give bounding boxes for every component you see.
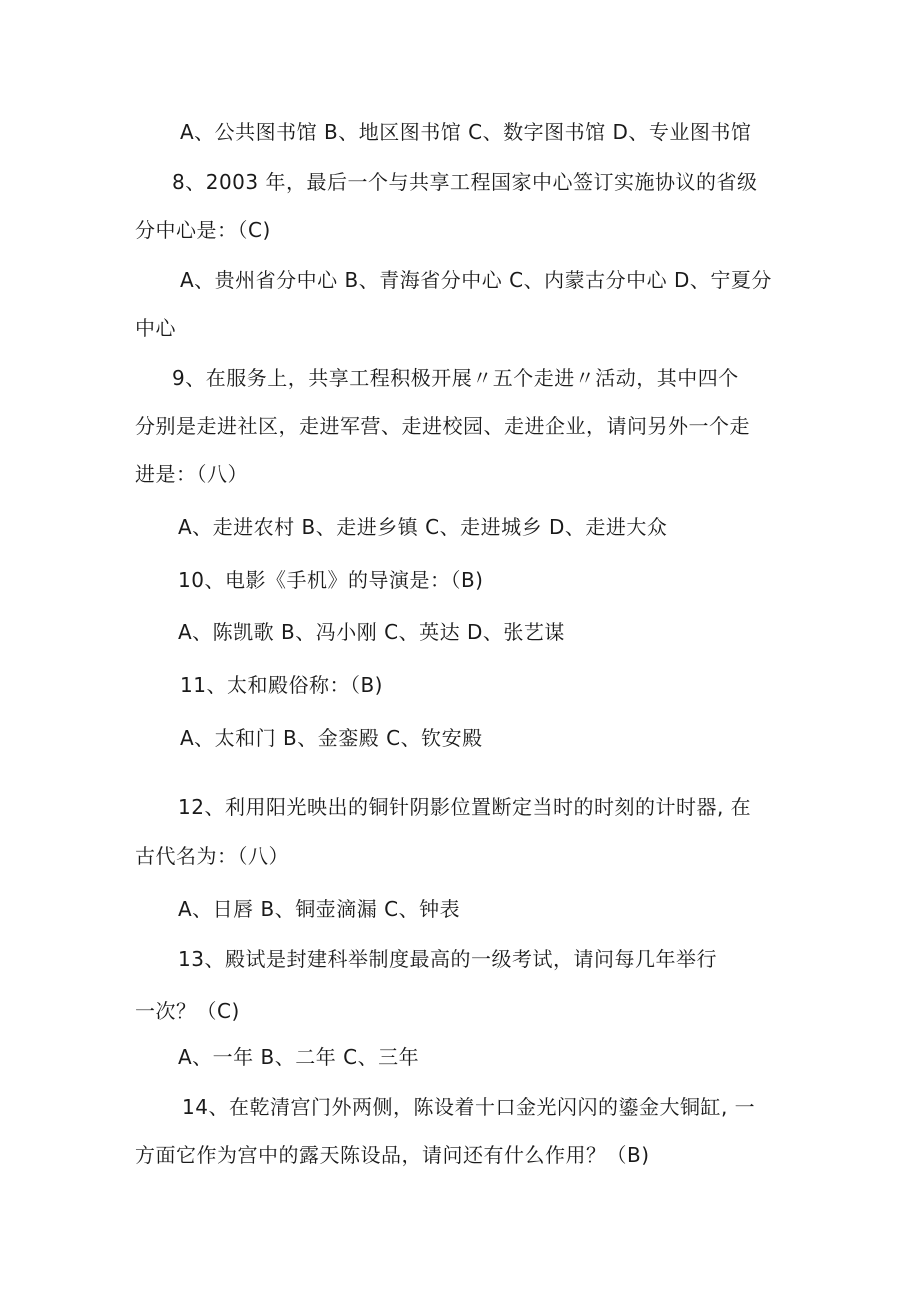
answer-options-q11: A、太和门 B、金銮殿 C、钦安殿	[180, 726, 483, 750]
question-9-line-1: 9、在服务上，共享工程积极开展〃五个走进〃活动，其中四个	[172, 366, 739, 390]
question-11: 11、太和殿俗称：（B)	[180, 673, 383, 697]
question-10: 10、电影《手机》的导演是：（B)	[178, 568, 484, 592]
answer-options-q9: A、走进农村 B、走进乡镇 C、走进城乡 D、走进大众	[178, 515, 668, 539]
question-9-line-3: 进是：（八）	[135, 462, 248, 486]
question-12-line-1: 12、利用阳光映出的铜针阴影位置断定当时的时刻的计时器, 在	[178, 795, 752, 819]
answer-options-q12: A、日唇 B、铜壶滴漏 C、钟表	[178, 897, 461, 921]
question-8-line-2: 分中心是：（C)	[135, 218, 271, 242]
question-13-line-1: 13、殿试是封建科举制度最高的一级考试，请问每几年举行	[178, 947, 717, 971]
answer-options-q7: A、公共图书馆 B、地区图书馆 C、数字图书馆 D、专业图书馆	[180, 120, 752, 144]
answer-options-q13: A、一年 B、二年 C、三年	[178, 1045, 420, 1069]
answer-options-q10: A、陈凯歌 B、冯小刚 C、英达 D、张艺谋	[178, 620, 565, 644]
question-9-line-2: 分别是走进社区，走进军营、走进校园、走进企业，请问另外一个走	[135, 414, 750, 438]
answer-options-q8-line-2: 中心	[135, 316, 176, 340]
question-14-line-2: 方面它作为宫中的露天陈设品，请问还有什么作用？（B)	[135, 1143, 650, 1167]
answer-options-q8-line-1: A、贵州省分中心 B、青海省分中心 C、内蒙古分中心 D、宁夏分	[180, 268, 772, 292]
question-14-line-1: 14、在乾清宫门外两侧，陈设着十口金光闪闪的鎏金大铜缸, 一	[182, 1095, 756, 1119]
question-13-line-2: 一次？（C)	[135, 999, 240, 1023]
question-12-line-2: 古代名为：（八）	[135, 844, 289, 868]
question-8-line-1: 8、2003 年，最后一个与共享工程国家中心签订实施协议的省级	[172, 170, 758, 194]
